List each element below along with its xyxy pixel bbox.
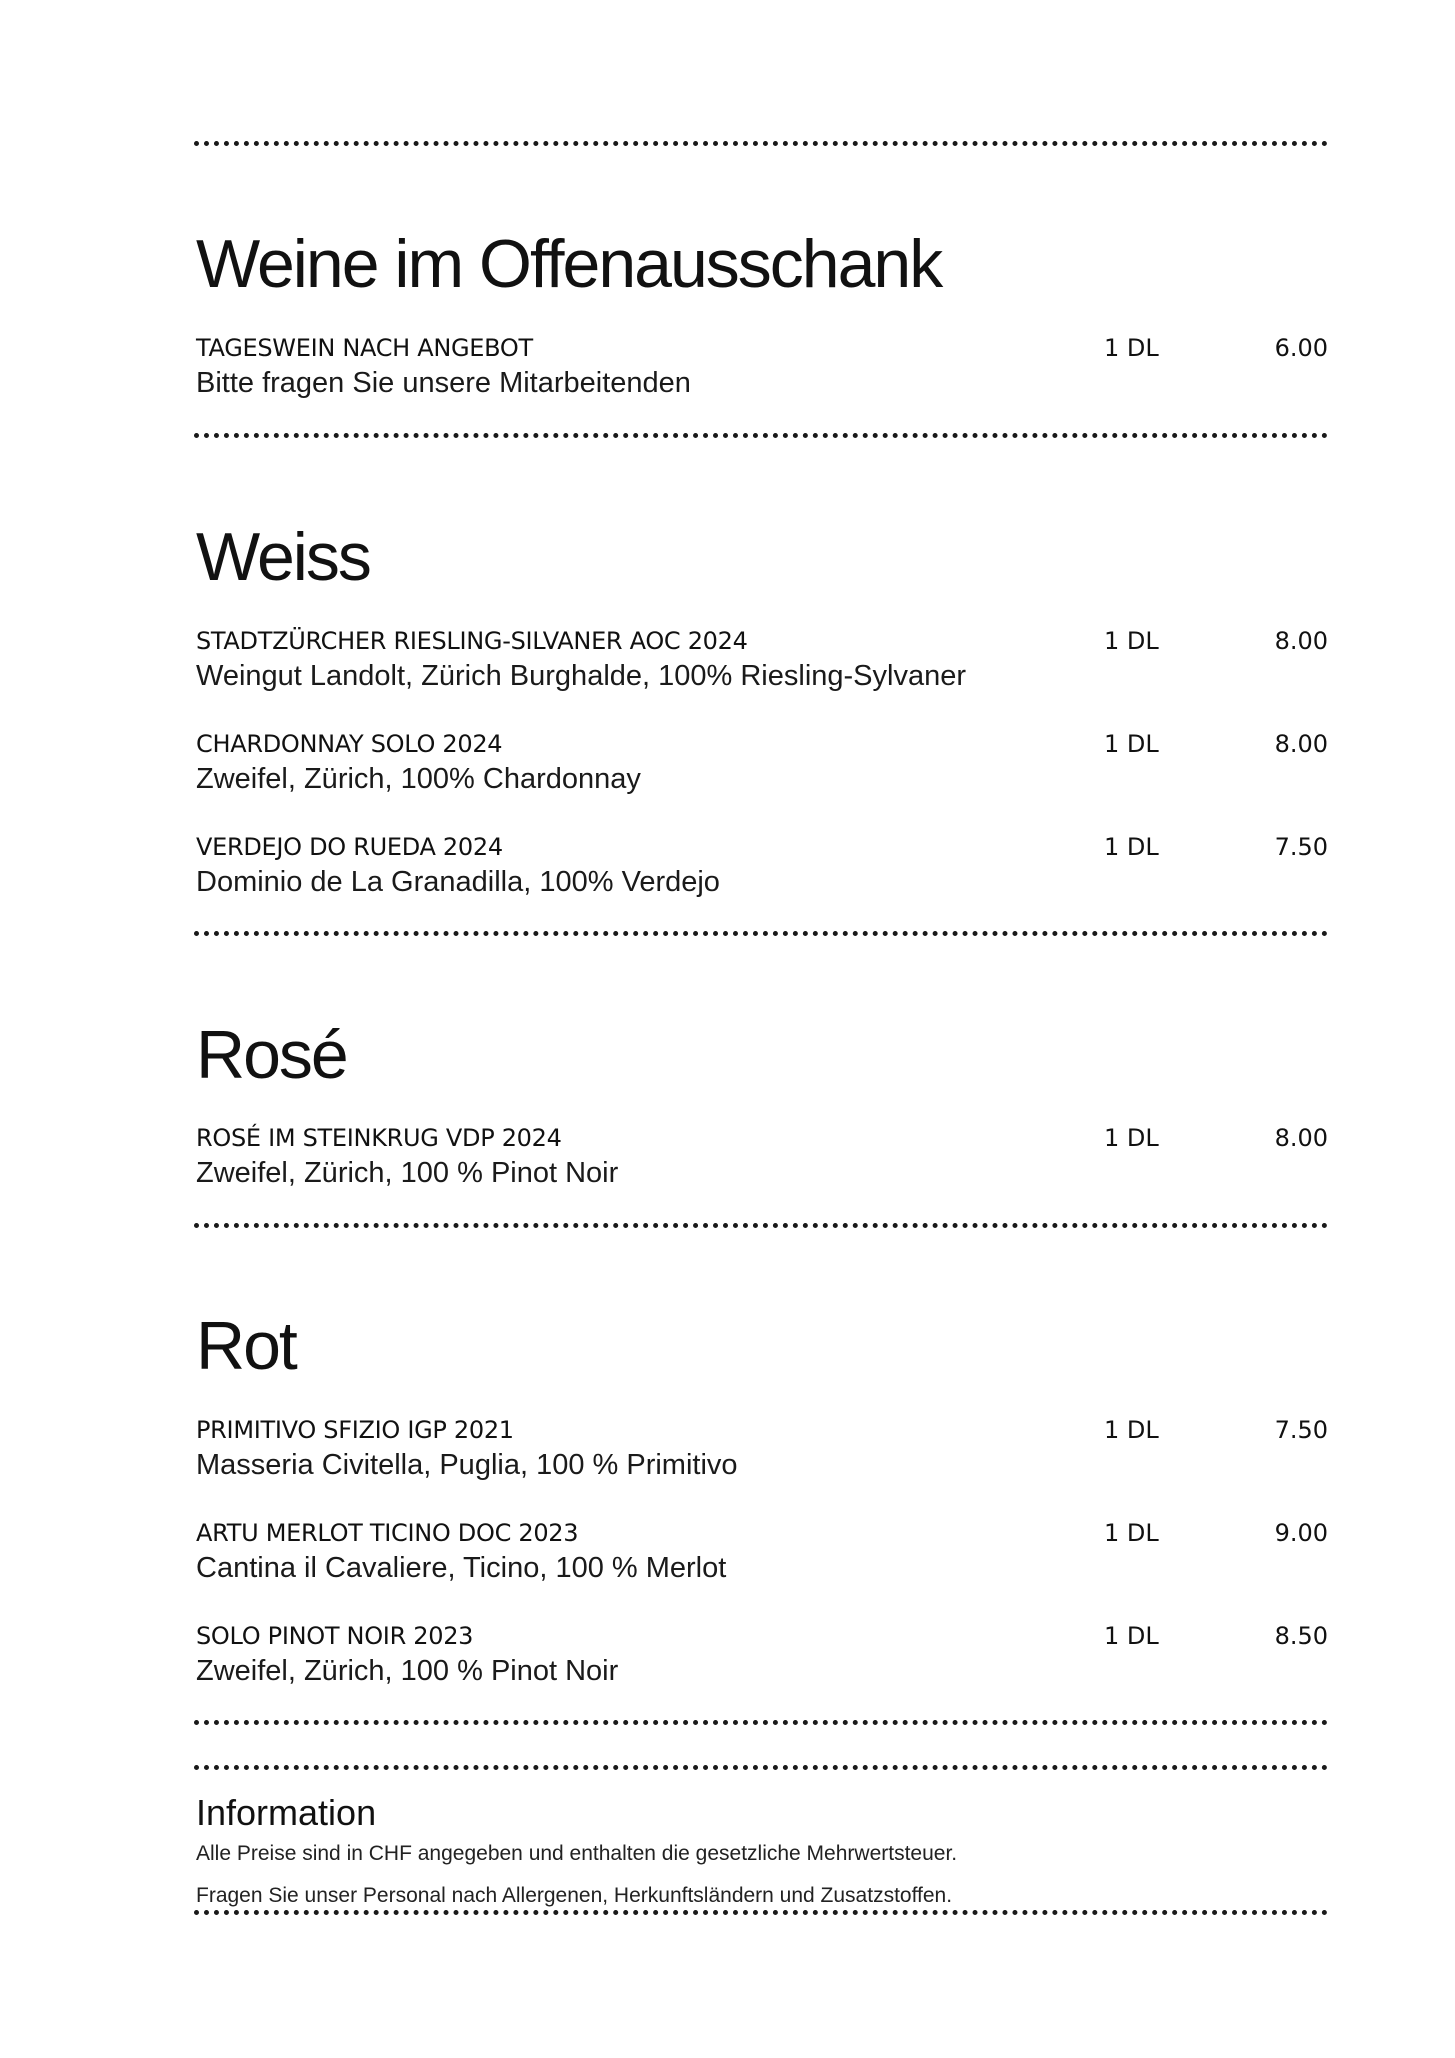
wine-item [196,732,1328,802]
info-divider-top [194,1765,1328,1770]
wine-price: 8.00 [1274,627,1328,655]
wine-price: 9.00 [1274,1519,1328,1547]
wine-serving-size: 1 DL [1104,1416,1159,1444]
wine-description: Weingut Landolt, Zürich Burghalde, 100% Riesling-Sylvaner [196,660,967,692]
wine-serving-size: 1 DL [1104,1519,1159,1547]
wine-price: 8.50 [1274,1622,1328,1650]
info-vat-note: Alle Preise sind in CHF angegeben und enthalten die gesetzliche Mehrwertsteuer. [196,1842,958,1865]
wine-description: Bitte fragen Sie unsere Mitarbeitenden [196,367,691,399]
wine-name: SOLO PINOT NOIR 2023 [196,1622,474,1650]
wine-price: 8.00 [1274,730,1328,758]
wine-description: Masseria Civitella, Puglia, 100 % Primitivo [196,1449,738,1481]
wine-item [196,1521,1328,1591]
section-title-rose: Rosé [196,1017,347,1093]
section-divider [194,141,1328,146]
wine-name: TAGESWEIN NACH ANGEBOT [196,334,533,362]
wine-price: 7.50 [1274,833,1328,861]
wine-item [196,1624,1328,1694]
wine-name: PRIMITIVO SFIZIO IGP 2021 [196,1416,514,1444]
wine-serving-size: 1 DL [1104,1124,1159,1152]
wine-serving-size: 1 DL [1104,627,1159,655]
info-divider-bottom [194,1910,1328,1915]
wine-description: Zweifel, Zürich, 100 % Pinot Noir [196,1157,619,1189]
wine-description: Zweifel, Zürich, 100% Chardonnay [196,763,641,795]
section-title-offenausschank: Weine im Offenausschank [196,226,942,302]
wine-serving-size: 1 DL [1104,730,1159,758]
wine-name: STADTZÜRCHER RIESLING-SILVANER AOC 2024 [196,627,748,655]
wine-description: Cantina il Cavaliere, Ticino, 100 % Merlot [196,1552,727,1584]
wine-serving-size: 1 DL [1104,833,1159,861]
wine-name: VERDEJO DO RUEDA 2024 [196,833,503,861]
section-title-rot: Rot [196,1308,296,1384]
wine-item [196,629,1328,699]
wine-price: 6.00 [1274,334,1328,362]
wine-item [196,336,1328,406]
section-divider [194,433,1328,438]
wine-item [196,835,1328,905]
info-allergen-note: Fragen Sie unser Personal nach Allergenen, Herkunftsländern und Zusatzstoffen. [196,1884,953,1907]
section-divider [194,1720,1328,1725]
wine-price: 8.00 [1274,1124,1328,1152]
wine-serving-size: 1 DL [1104,334,1159,362]
wine-description: Dominio de La Granadilla, 100% Verdejo [196,866,720,898]
section-divider [194,931,1328,936]
wine-name: CHARDONNAY SOLO 2024 [196,730,503,758]
wine-description: Zweifel, Zürich, 100 % Pinot Noir [196,1655,619,1687]
wine-name: ARTU MERLOT TICINO DOC 2023 [196,1519,579,1547]
section-divider [194,1223,1328,1228]
wine-serving-size: 1 DL [1104,1622,1159,1650]
section-title-weiss: Weiss [196,519,370,595]
wine-name: ROSÉ IM STEINKRUG VDP 2024 [196,1124,562,1152]
wine-price: 7.50 [1274,1416,1328,1444]
wine-item [196,1418,1328,1488]
info-title: Information [196,1792,377,1833]
wine-item [196,1126,1328,1196]
